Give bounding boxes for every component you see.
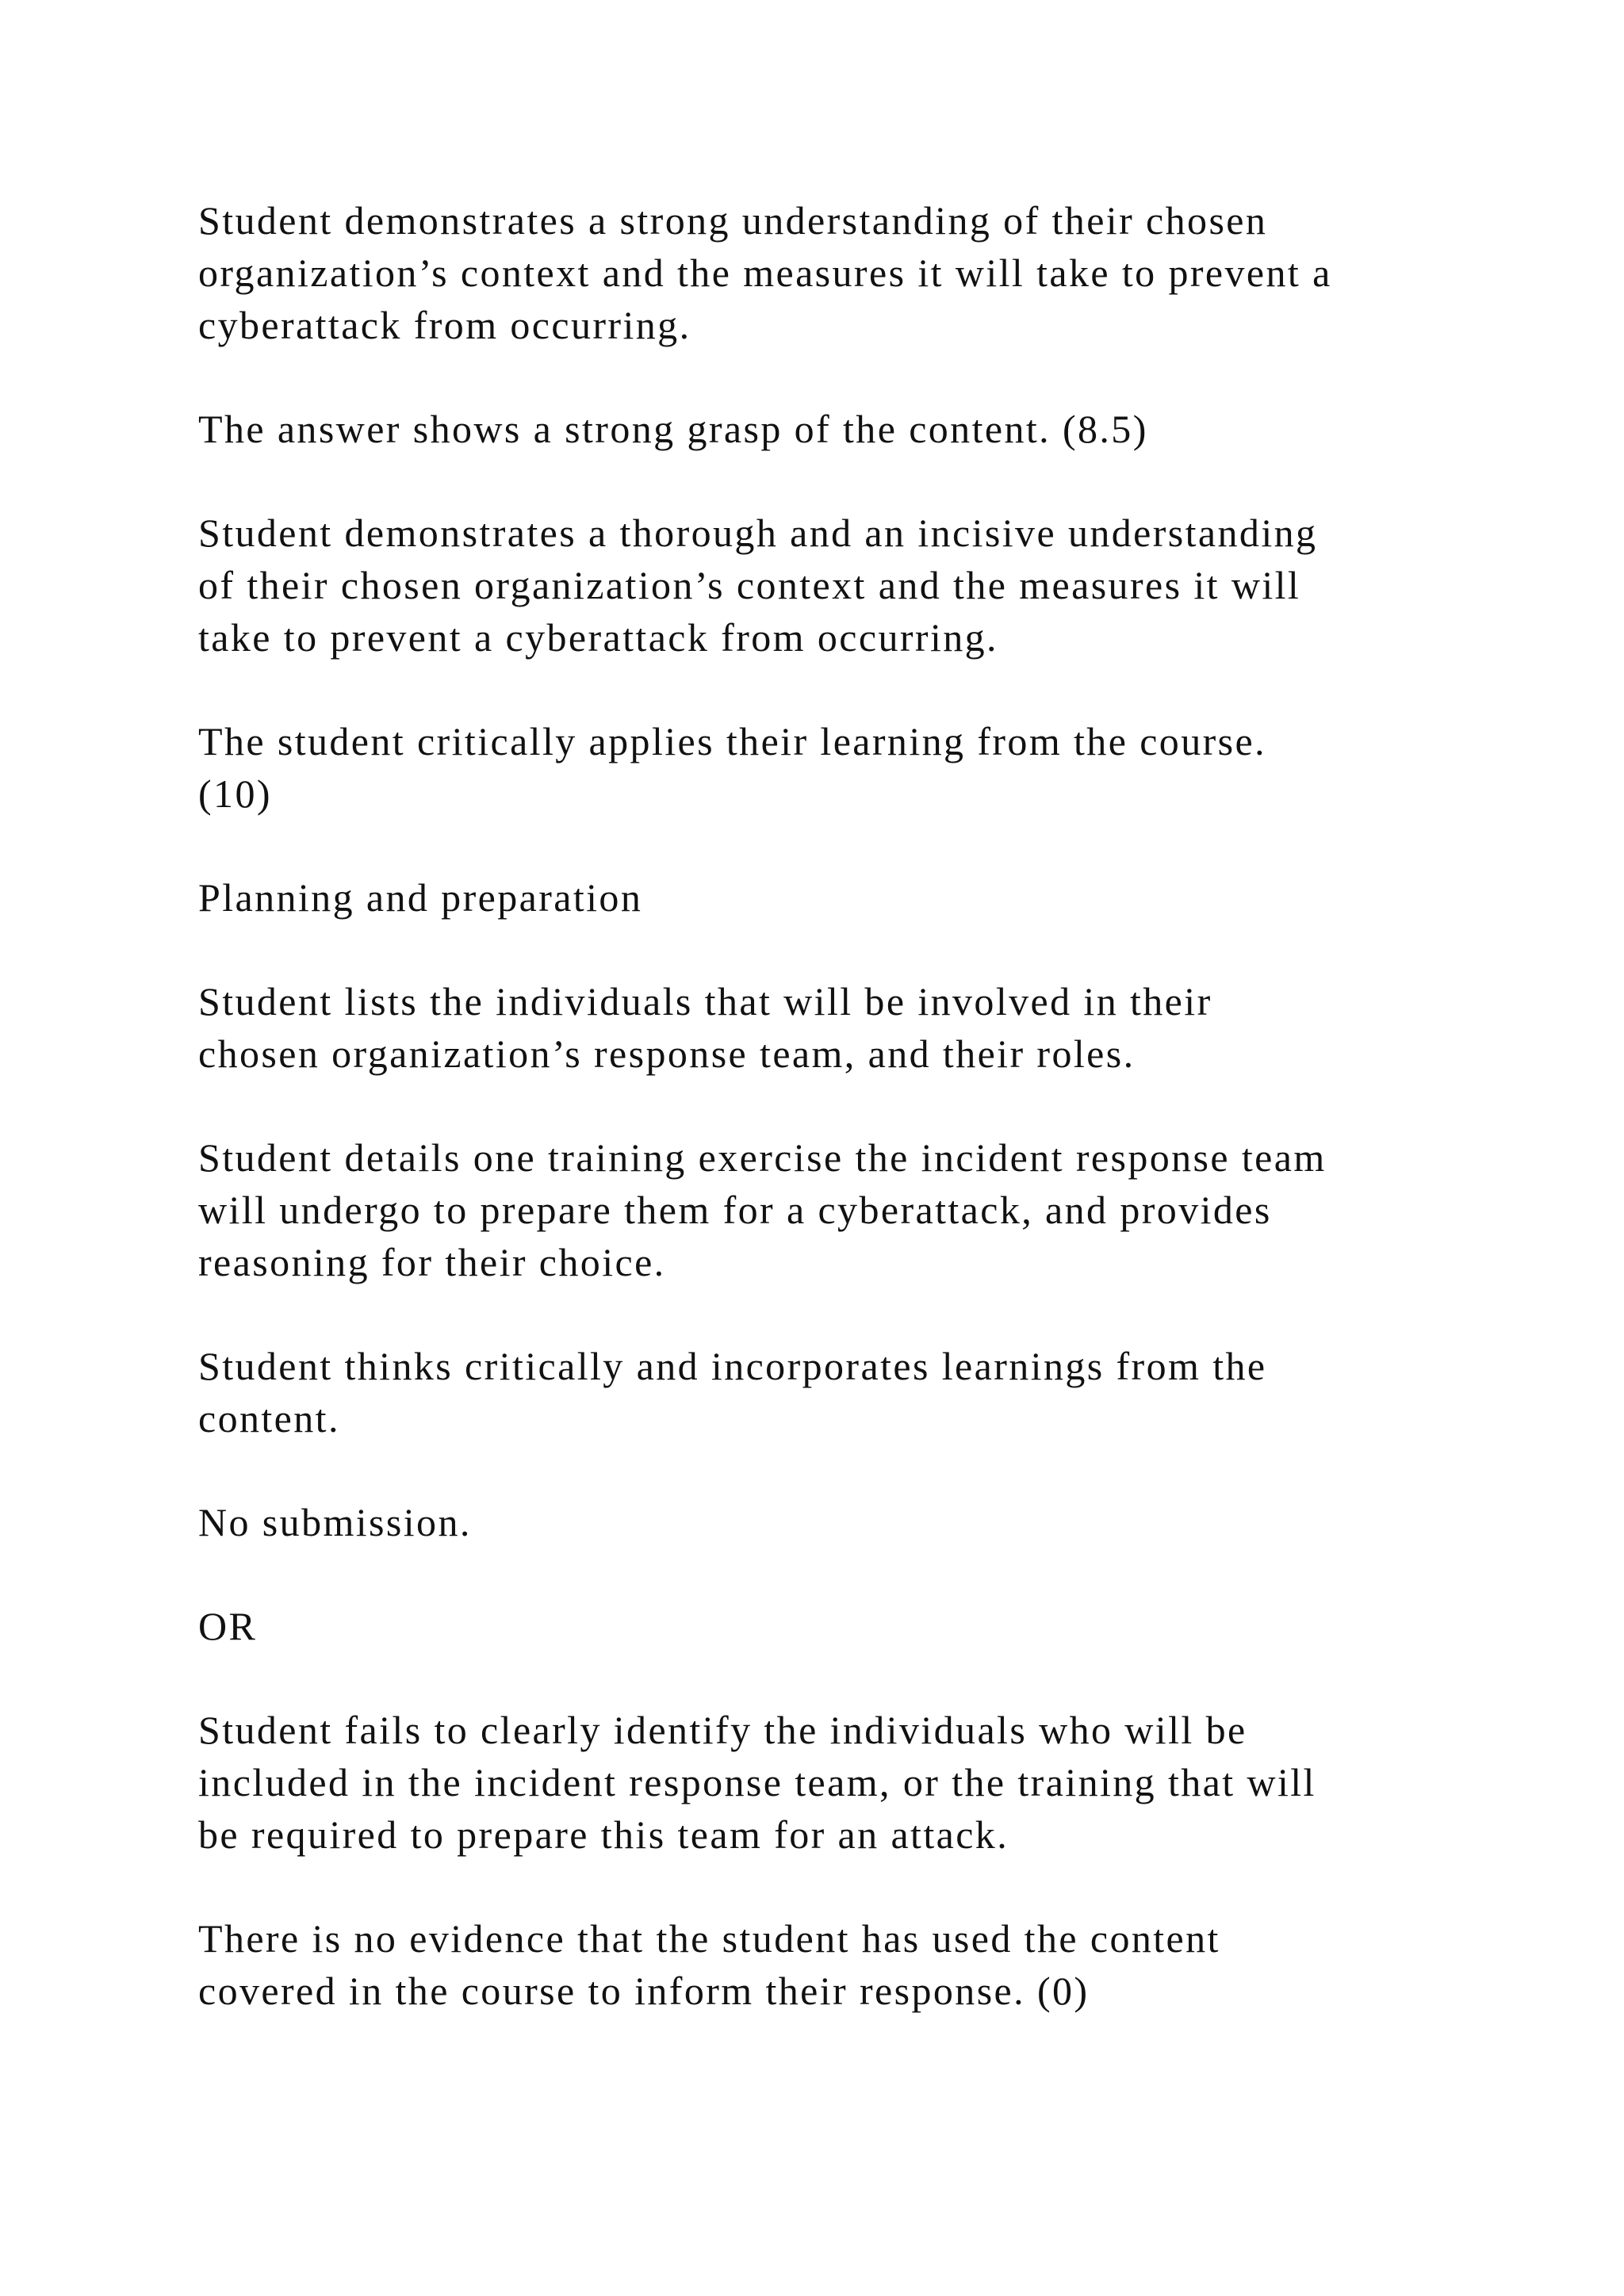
paragraph-thorough-understanding: Student demonstrates a thorough and an incisive understanding of their chosen organization’s context and the measures it will take to prevent a cyberattack from occurring.: [198, 511, 1318, 660]
paragraph-score-10: The student critically applies their learning from the course. (10): [198, 719, 1266, 816]
paragraph-or: OR: [198, 1604, 258, 1648]
document-body: [198, 194, 1483, 2068]
paragraph-score-0: There is no evidence that the student has used the content covered in the course to inform their response. (0): [198, 1916, 1220, 2013]
paragraph-thinks-critically: Student thinks critically and incorporates learnings from the content.: [198, 1344, 1267, 1441]
paragraph-fails-to-identify: Student fails to clearly identify the individuals who will be included in the incident response team, or the training that will be required to prepare this team for an attack.: [198, 1708, 1316, 1857]
paragraph-no-submission: No submission.: [198, 1500, 472, 1544]
paragraph-score-8-5: The answer shows a strong grasp of the content. (8.5): [198, 407, 1148, 451]
section-heading-planning: Planning and preparation: [198, 875, 643, 920]
paragraph-strong-understanding: Student demonstrates a strong understanding of their chosen organization’s context and the measures it will take to prevent a cyberattack from occurring.: [198, 198, 1332, 347]
paragraph-training-exercise: Student details one training exercise the incident response team will undergo to prepare them for a cyberattack, and provides reasoning for their choice.: [198, 1135, 1327, 1284]
paragraph-lists-individuals: Student lists the individuals that will be involved in their chosen organization’s response team, and their roles.: [198, 979, 1212, 1076]
